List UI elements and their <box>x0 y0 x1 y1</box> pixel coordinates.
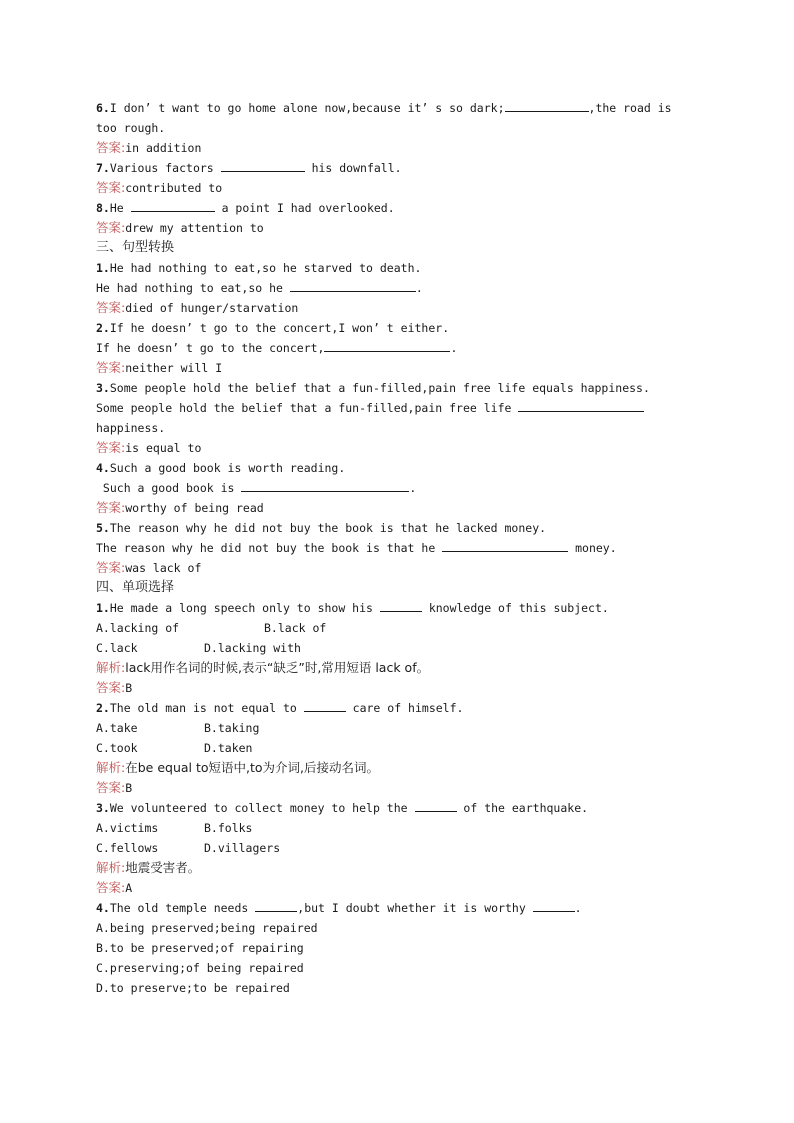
answer-label: 答案: <box>96 440 126 455</box>
answer-blank <box>255 898 297 912</box>
answer-blank <box>241 478 409 492</box>
question-6-continued: too rough. <box>96 121 166 135</box>
question-number: 8. <box>96 201 110 215</box>
s3-question-4-rewrite: Such a good book is . <box>96 478 696 498</box>
answer-6: 答案:in addition <box>96 140 202 155</box>
option-a: A.lacking of <box>96 621 180 635</box>
answer-8: 答案:drew my attention to <box>96 220 264 235</box>
s4-question-3: 3.We volunteered to collect money to help the of the earthquake. <box>96 798 696 818</box>
s3-answer-3: 答案:is equal to <box>96 440 202 455</box>
answer-blank <box>505 98 589 112</box>
option-a: A.take <box>96 721 138 735</box>
s3-question-2-rewrite: If he doesn’ t go to the concert, . <box>96 338 696 358</box>
option-b: B.lack of <box>264 621 327 635</box>
s3-question-5: 5.The reason why he did not buy the book is that he lacked money. <box>96 521 547 535</box>
s4-q3-explanation: 解析:地震受害者。 <box>96 860 201 875</box>
s4-q1-options-ab <box>96 618 696 638</box>
explanation-label: 解析: <box>96 660 126 675</box>
s4-question-2: 2.The old man is not equal to care of himself. <box>96 698 696 718</box>
s4-q3-options-cd <box>96 838 696 858</box>
option-d: D.taken <box>204 741 253 755</box>
section-title-multiple-choice: 四、单项选择 <box>96 580 175 595</box>
answer-blank <box>304 698 346 712</box>
s4-q2-options-ab <box>96 718 696 738</box>
s3-question-2: 2.If he doesn’ t go to the concert,I won’ t either. <box>96 321 450 335</box>
answer-blank <box>380 598 422 612</box>
s3-question-4: 4.Such a good book is worth reading. <box>96 461 346 475</box>
option-b: B.taking <box>204 721 260 735</box>
option-c: C.fellows <box>96 841 159 855</box>
answer-label: 答案: <box>96 680 126 695</box>
s3-question-5-rewrite: The reason why he did not buy the book is that he money. <box>96 538 696 558</box>
s3-question-1-rewrite: He had nothing to eat,so he . <box>96 278 696 298</box>
s3-question-3-rewrite: Some people hold the belief that a fun-filled,pain free life <box>96 398 696 418</box>
s4-q1-answer: 答案:B <box>96 680 133 695</box>
answer-blank <box>518 398 644 412</box>
s4-q1-explanation: 解析:lack用作名词的时候,表示“缺乏”时,常用短语 lack of。 <box>96 660 430 675</box>
s4-question-1: 1.He made a long speech only to show his knowledge of this subject. <box>96 598 696 618</box>
s3-answer-4: 答案:worthy of being read <box>96 500 264 515</box>
s4-q4-option-b: B.to be preserved;of repairing <box>96 941 304 955</box>
s3-question-3-continued: happiness. <box>96 421 166 435</box>
s4-question-4: 4.The old temple needs ,but I doubt whether it is worthy . <box>96 898 696 918</box>
option-c: C.took <box>96 741 138 755</box>
option-a: A.victims <box>96 821 159 835</box>
s3-question-1: 1.He had nothing to eat,so he starved to death. <box>96 261 422 275</box>
answer-blank <box>290 278 416 292</box>
s4-q4-option-c: C.preserving;of being repaired <box>96 961 304 975</box>
answer-label: 答案: <box>96 780 126 795</box>
s4-q2-options-cd <box>96 738 696 758</box>
question-number: 6. <box>96 101 110 115</box>
answer-blank <box>533 898 575 912</box>
s3-answer-2: 答案:neither will I <box>96 360 223 375</box>
answer-label: 答案: <box>96 880 126 895</box>
answer-blank <box>442 538 568 552</box>
answer-label: 答案: <box>96 500 126 515</box>
answer-label: 答案: <box>96 560 126 575</box>
s4-q3-answer: 答案:A <box>96 880 133 895</box>
section-title-sentence-transformation: 三、句型转换 <box>96 240 175 255</box>
s4-q3-options-ab <box>96 818 696 838</box>
question-7: 7.Various factors his downfall. <box>96 158 696 178</box>
answer-blank <box>131 198 215 212</box>
explanation-label: 解析: <box>96 760 126 775</box>
s3-answer-1: 答案:died of hunger/starvation <box>96 300 299 315</box>
question-6: 6.I don’ t want to go home alone now,because it’ s so dark; ,the road is <box>96 98 696 118</box>
s4-q1-options-cd <box>96 638 696 658</box>
answer-blank <box>415 798 457 812</box>
answer-label: 答案: <box>96 300 126 315</box>
answer-label: 答案: <box>96 220 126 235</box>
answer-blank <box>221 158 305 172</box>
s4-q2-answer: 答案:B <box>96 780 133 795</box>
answer-blank <box>324 338 450 352</box>
question-8: 8.He a point I had overlooked. <box>96 198 696 218</box>
answer-label: 答案: <box>96 180 126 195</box>
answer-label: 答案: <box>96 360 126 375</box>
s4-q2-explanation: 解析:在be equal to短语中,to为介词,后接动名词。 <box>96 760 380 775</box>
document-page <box>96 98 696 998</box>
s3-answer-5: 答案:was lack of <box>96 560 202 575</box>
explanation-label: 解析: <box>96 860 126 875</box>
question-number: 7. <box>96 161 110 175</box>
s3-question-3: 3.Some people hold the belief that a fun-filled,pain free life equals happiness. <box>96 381 650 395</box>
s4-q4-option-a: A.being preserved;being repaired <box>96 921 318 935</box>
s4-q4-option-d: D.to preserve;to be repaired <box>96 981 290 995</box>
option-b: B.folks <box>204 821 253 835</box>
option-d: D.lacking with <box>204 641 301 655</box>
option-d: D.villagers <box>204 841 281 855</box>
option-c: C.lack <box>96 641 138 655</box>
answer-7: 答案:contributed to <box>96 180 223 195</box>
answer-label: 答案: <box>96 140 126 155</box>
